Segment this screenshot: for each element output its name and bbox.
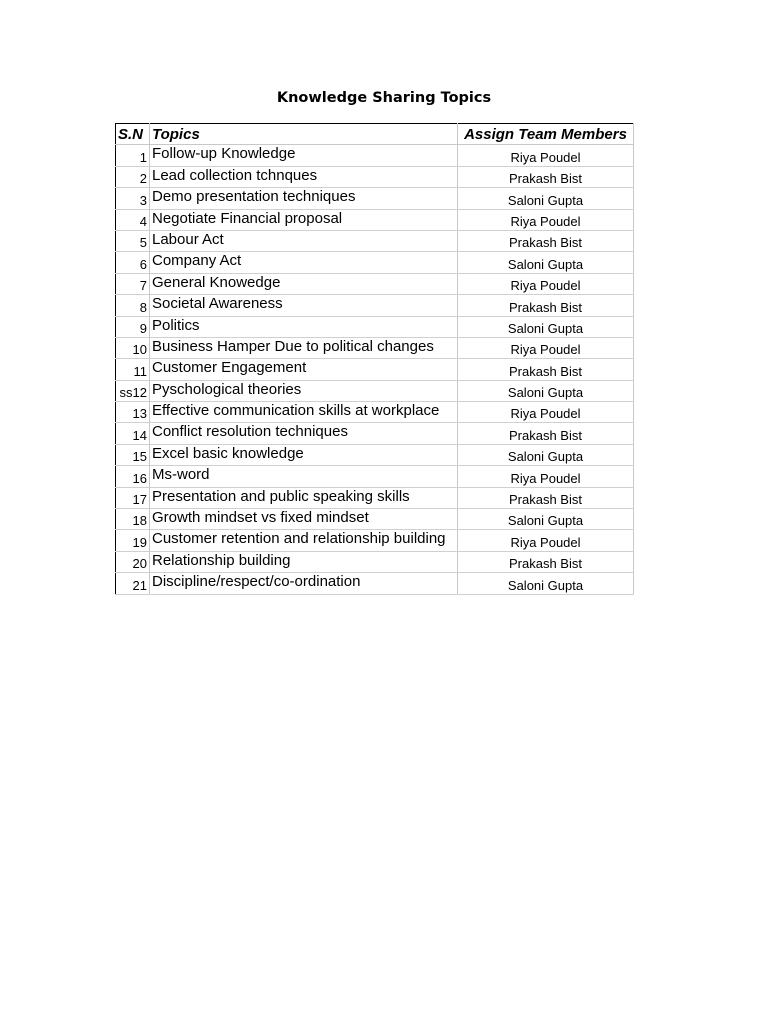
table-row xyxy=(116,573,634,594)
row-sn-cell: 16 xyxy=(116,466,150,487)
row-topic-cell: Negotiate Financial proposal xyxy=(150,209,458,230)
row-topic-cell: Politics xyxy=(150,316,458,337)
row-topic-cell: Ms-word xyxy=(150,466,458,487)
table-row xyxy=(116,145,634,166)
row-topic-cell: Pyschological theories xyxy=(150,380,458,401)
table-header-row xyxy=(116,124,634,145)
row-member-cell: Riya Poudel xyxy=(458,273,634,294)
row-topic-cell: Follow-up Knowledge xyxy=(150,145,458,166)
row-topic-cell: Company Act xyxy=(150,252,458,273)
row-topic-cell: Relationship building xyxy=(150,551,458,572)
table-row xyxy=(116,530,634,551)
row-sn-cell: 14 xyxy=(116,423,150,444)
row-sn-cell: 3 xyxy=(116,188,150,209)
row-member-cell: Saloni Gupta xyxy=(458,188,634,209)
page-title: Knowledge Sharing Topics xyxy=(276,90,492,106)
row-member-cell: Saloni Gupta xyxy=(458,573,634,594)
row-sn-cell: 4 xyxy=(116,209,150,230)
row-sn-cell: 11 xyxy=(116,359,150,380)
row-member-cell: Riya Poudel xyxy=(458,145,634,166)
row-sn-cell: 5 xyxy=(116,230,150,251)
row-sn-cell: 20 xyxy=(116,551,150,572)
row-member-cell: Riya Poudel xyxy=(458,337,634,358)
row-member-cell: Riya Poudel xyxy=(458,402,634,423)
table-row xyxy=(116,487,634,508)
column-header-topics: Topics xyxy=(150,124,458,145)
table-row xyxy=(116,188,634,209)
table-row xyxy=(116,359,634,380)
row-member-cell: Saloni Gupta xyxy=(458,444,634,465)
row-sn-cell: 8 xyxy=(116,295,150,316)
row-member-cell: Saloni Gupta xyxy=(458,380,634,401)
table-row xyxy=(116,402,634,423)
row-member-cell: Saloni Gupta xyxy=(458,252,634,273)
row-sn-cell: 13 xyxy=(116,402,150,423)
row-topic-cell: Excel basic knowledge xyxy=(150,444,458,465)
table-row xyxy=(116,273,634,294)
table-row xyxy=(116,551,634,572)
row-topic-cell: Growth mindset vs fixed mindset xyxy=(150,509,458,530)
row-sn-cell: 21 xyxy=(116,573,150,594)
table-row xyxy=(116,466,634,487)
row-topic-cell: Labour Act xyxy=(150,230,458,251)
row-sn-cell: 17 xyxy=(116,487,150,508)
row-member-cell: Riya Poudel xyxy=(458,209,634,230)
table-row xyxy=(116,209,634,230)
row-sn-cell: 6 xyxy=(116,252,150,273)
row-member-cell: Saloni Gupta xyxy=(458,316,634,337)
row-sn-cell: 2 xyxy=(116,166,150,187)
table-row xyxy=(116,423,634,444)
row-member-cell: Prakash Bist xyxy=(458,230,634,251)
row-member-cell: Prakash Bist xyxy=(458,487,634,508)
row-topic-cell: Customer Engagement xyxy=(150,359,458,380)
row-member-cell: Riya Poudel xyxy=(458,530,634,551)
row-sn-cell: 9 xyxy=(116,316,150,337)
row-topic-cell: Customer retention and relationship building xyxy=(150,530,458,551)
row-member-cell: Riya Poudel xyxy=(458,466,634,487)
row-sn-cell: 15 xyxy=(116,444,150,465)
table-row xyxy=(116,444,634,465)
table-row xyxy=(116,380,634,401)
table-row xyxy=(116,509,634,530)
row-topic-cell: Discipline/respect/co-ordination xyxy=(150,573,458,594)
row-sn-cell: 1 xyxy=(116,145,150,166)
table-row xyxy=(116,337,634,358)
row-member-cell: Prakash Bist xyxy=(458,359,634,380)
table-row xyxy=(116,316,634,337)
row-sn-cell: ss12 xyxy=(116,380,150,401)
table-row xyxy=(116,230,634,251)
column-header-assign-team-members: Assign Team Members xyxy=(458,124,634,145)
row-sn-cell: 7 xyxy=(116,273,150,294)
row-sn-cell: 10 xyxy=(116,337,150,358)
row-member-cell: Saloni Gupta xyxy=(458,509,634,530)
row-member-cell: Prakash Bist xyxy=(458,551,634,572)
table-row xyxy=(116,252,634,273)
row-topic-cell: Effective communication skills at workplace xyxy=(150,402,458,423)
column-header-sn: S.N xyxy=(116,124,150,145)
row-member-cell: Prakash Bist xyxy=(458,166,634,187)
table-row xyxy=(116,166,634,187)
row-topic-cell: Conflict resolution techniques xyxy=(150,423,458,444)
row-topic-cell: General Knowedge xyxy=(150,273,458,294)
topics-table xyxy=(115,123,634,595)
row-sn-cell: 19 xyxy=(116,530,150,551)
table-row xyxy=(116,295,634,316)
row-member-cell: Prakash Bist xyxy=(458,423,634,444)
row-topic-cell: Business Hamper Due to political changes xyxy=(150,337,458,358)
row-sn-cell: 18 xyxy=(116,509,150,530)
row-topic-cell: Lead collection tchnques xyxy=(150,166,458,187)
row-topic-cell: Demo presentation techniques xyxy=(150,188,458,209)
row-topic-cell: Societal Awareness xyxy=(150,295,458,316)
row-topic-cell: Presentation and public speaking skills xyxy=(150,487,458,508)
row-member-cell: Prakash Bist xyxy=(458,295,634,316)
